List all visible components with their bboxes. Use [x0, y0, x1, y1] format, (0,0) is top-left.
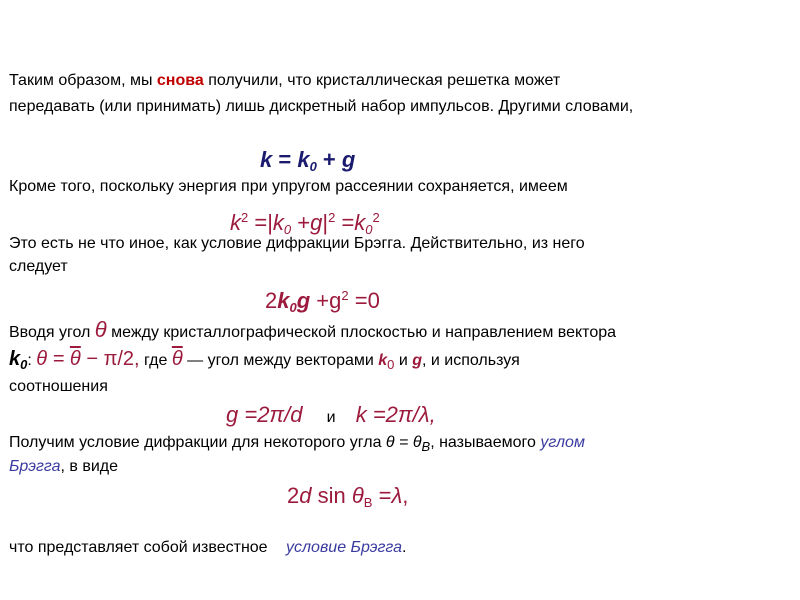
- line-7-tail: , и используя: [422, 352, 520, 369]
- f3-eq: =0: [348, 288, 380, 313]
- f2-b: =|: [248, 210, 273, 235]
- f2-sub2: 0: [365, 222, 373, 237]
- line-7-text: угол между векторами: [207, 352, 379, 369]
- f2-d: +: [291, 210, 311, 235]
- paragraph-line-11: [9, 538, 406, 558]
- minus-pi-half: − π/2,: [80, 348, 140, 370]
- f3-sub: 0: [289, 300, 297, 315]
- f3-k0: k: [277, 288, 290, 313]
- line-9-pre: Получим условие дифракции для некоторого угла: [9, 434, 386, 451]
- highlight-snova: снова: [156, 72, 204, 89]
- line-10-post: , в виде: [60, 458, 119, 475]
- where-word: где: [139, 352, 172, 369]
- term-bragga: Брэгга: [9, 458, 61, 475]
- line-6-post: между кристаллографической плоскостью и направлением вектора: [106, 324, 617, 341]
- theta-bar-2: $\overline{\theta}$: [171, 348, 183, 370]
- paragraph-line-1: [9, 71, 560, 91]
- formula-1-plus: +: [316, 147, 342, 172]
- paragraph-line-2: передавать (или принимать) лишь дискретный набор импульсов. Другими словами,: [9, 98, 634, 115]
- f5-d: d: [299, 483, 312, 508]
- and-word: и: [394, 352, 413, 369]
- f3-two: 2: [265, 288, 278, 313]
- line-11-pre: что представляет собой известное: [9, 539, 273, 556]
- f2-sub: 0: [283, 222, 292, 237]
- f5-end: ,: [402, 483, 409, 508]
- f3-g: g: [296, 288, 311, 313]
- f2-a: k: [230, 210, 241, 235]
- formula-1-eq: =: [272, 147, 298, 172]
- f2-g: =: [335, 210, 355, 235]
- line-6-pre: Вводя угол: [9, 324, 95, 341]
- g-vector: g: [412, 352, 422, 369]
- f5-sub: B: [363, 495, 373, 510]
- paragraph-line-6: [9, 317, 617, 343]
- theta-eq: θ =: [36, 348, 70, 370]
- k0-vector: k: [378, 352, 388, 369]
- f5-theta: θ: [351, 483, 364, 508]
- vector-k0-sub: 0: [20, 357, 28, 372]
- theta-bar: $\overline{\theta}$: [69, 348, 81, 370]
- paragraph-line-3: Кроме того, поскольку энергия при упругом рассеянии сохраняется, имеем: [9, 178, 568, 195]
- line-1-post: получили, что кристаллическая решетка может: [203, 72, 561, 89]
- line-11-post: .: [402, 539, 407, 556]
- condition-theta: θ = θ: [385, 434, 422, 451]
- paragraph-line-10: [9, 457, 118, 477]
- term-uslovie-bragga: условие Брэгга: [286, 539, 403, 556]
- f2-sup3: 2: [372, 210, 380, 225]
- paragraph-line-7: [9, 349, 520, 375]
- f2-f: |: [322, 210, 329, 235]
- f3-plus: +g: [310, 288, 342, 313]
- condition-theta-sub: B: [421, 439, 431, 454]
- vector-k0: k: [9, 348, 21, 370]
- f5-lambda: λ: [391, 483, 403, 508]
- f2-sup: 2: [241, 210, 249, 225]
- term-uglom: углом: [540, 434, 585, 451]
- formula-momentum: [260, 147, 355, 180]
- formula-bragg-law: [287, 483, 408, 516]
- relation-k: k =2π/λ,: [355, 402, 436, 427]
- paragraph-line-9: [9, 433, 585, 457]
- formula-relations: [226, 402, 436, 431]
- paragraph-line-4: Это есть не что иное, как условие дифракции Брэгга. Действительно, из него: [9, 235, 585, 252]
- formula-bragg-vector: [265, 283, 380, 321]
- line-9-post: , называемого: [430, 434, 541, 451]
- colon: :: [27, 352, 32, 369]
- paragraph-line-8: соотношения: [9, 378, 108, 395]
- f2-sup2: 2: [328, 210, 336, 225]
- paragraph-line-5: следует: [9, 258, 68, 275]
- line-1-pre: Таким образом, мы: [9, 72, 157, 89]
- f2-c: k: [272, 210, 284, 235]
- f2-e: g: [310, 210, 323, 235]
- formula-1-k0: k: [297, 147, 310, 172]
- f5-eq: =: [372, 483, 392, 508]
- f2-h: k: [354, 210, 366, 235]
- theta-symbol: θ: [94, 317, 107, 342]
- relation-and: и: [326, 409, 336, 426]
- k0-vector-sub: 0: [387, 357, 395, 372]
- dash: —: [182, 352, 208, 369]
- formula-1-k: k: [260, 147, 273, 172]
- f3-sup: 2: [341, 288, 349, 303]
- f5-two: 2: [287, 483, 300, 508]
- relation-g: g =2π/d: [226, 402, 303, 427]
- f5-sin: sin: [311, 483, 352, 508]
- formula-1-sub: 0: [309, 159, 317, 174]
- formula-1-g: g: [341, 147, 356, 172]
